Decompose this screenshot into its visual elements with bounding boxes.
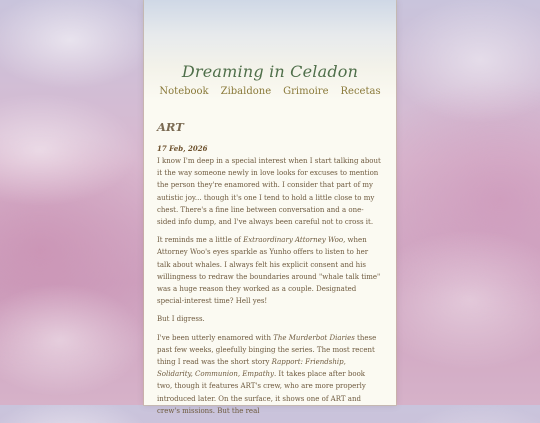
nav-link-recetas[interactable]: Recetas xyxy=(340,86,381,97)
post-paragraph-4 xyxy=(157,332,381,417)
post-paragraph-1: I know I'm deep in a special interest when I start talking about it the way someone newly in love looks for excuses to mention the person they're enamored with. I consider that part of my autistic joy... though it's one I tend to hold a little close to my chest. There's a fine line between conversation and a one-sided info dump, and I've always been careful not to cross it. xyxy=(157,157,381,227)
site-nav xyxy=(144,86,396,97)
text-fragment: , when Attorney Woo's eyes sparkle as Yunho offers to listen to her talk about whales. I always felt his explicit consent and his willingness to redraw the boundaries around "whale talk time" was a huge reason they worked as a couple. Designated special-interest time? Hell yes! xyxy=(157,236,381,306)
content-column xyxy=(144,0,396,415)
post-paragraph-2 xyxy=(157,234,381,307)
text-fragment: It reminds me a little of xyxy=(157,236,244,245)
text-fragment: these past few weeks, gleefully binging the series. The most recent thing I read was the short story xyxy=(157,333,377,367)
post xyxy=(157,120,381,423)
post-paragraph-3: But I digress. xyxy=(157,315,205,324)
post-date: 17 Feb, 2026 xyxy=(157,144,208,153)
nav-link-notebook[interactable]: Notebook xyxy=(159,86,209,97)
text-fragment: . It takes place after book two, though it features ART's crew, who are more properly introduced later. On the surface, it shows one of ART and crew's missions. But the real xyxy=(157,370,366,415)
title-reference: Rapport: Friendship, Solidarity, Communion, Empathy xyxy=(157,358,346,379)
text-fragment: I've been utterly enamored with xyxy=(157,333,274,342)
title-reference: Extraordinary Attorney Woo xyxy=(243,236,344,245)
title-reference: The Murderbot Diaries xyxy=(273,333,355,342)
site-title[interactable]: Dreaming in Celadon xyxy=(181,62,359,81)
nav-link-grimoire[interactable]: Grimoire xyxy=(283,86,329,97)
post-title: ART xyxy=(157,120,184,134)
nav-link-zibaldone[interactable]: Zibaldone xyxy=(220,86,272,97)
